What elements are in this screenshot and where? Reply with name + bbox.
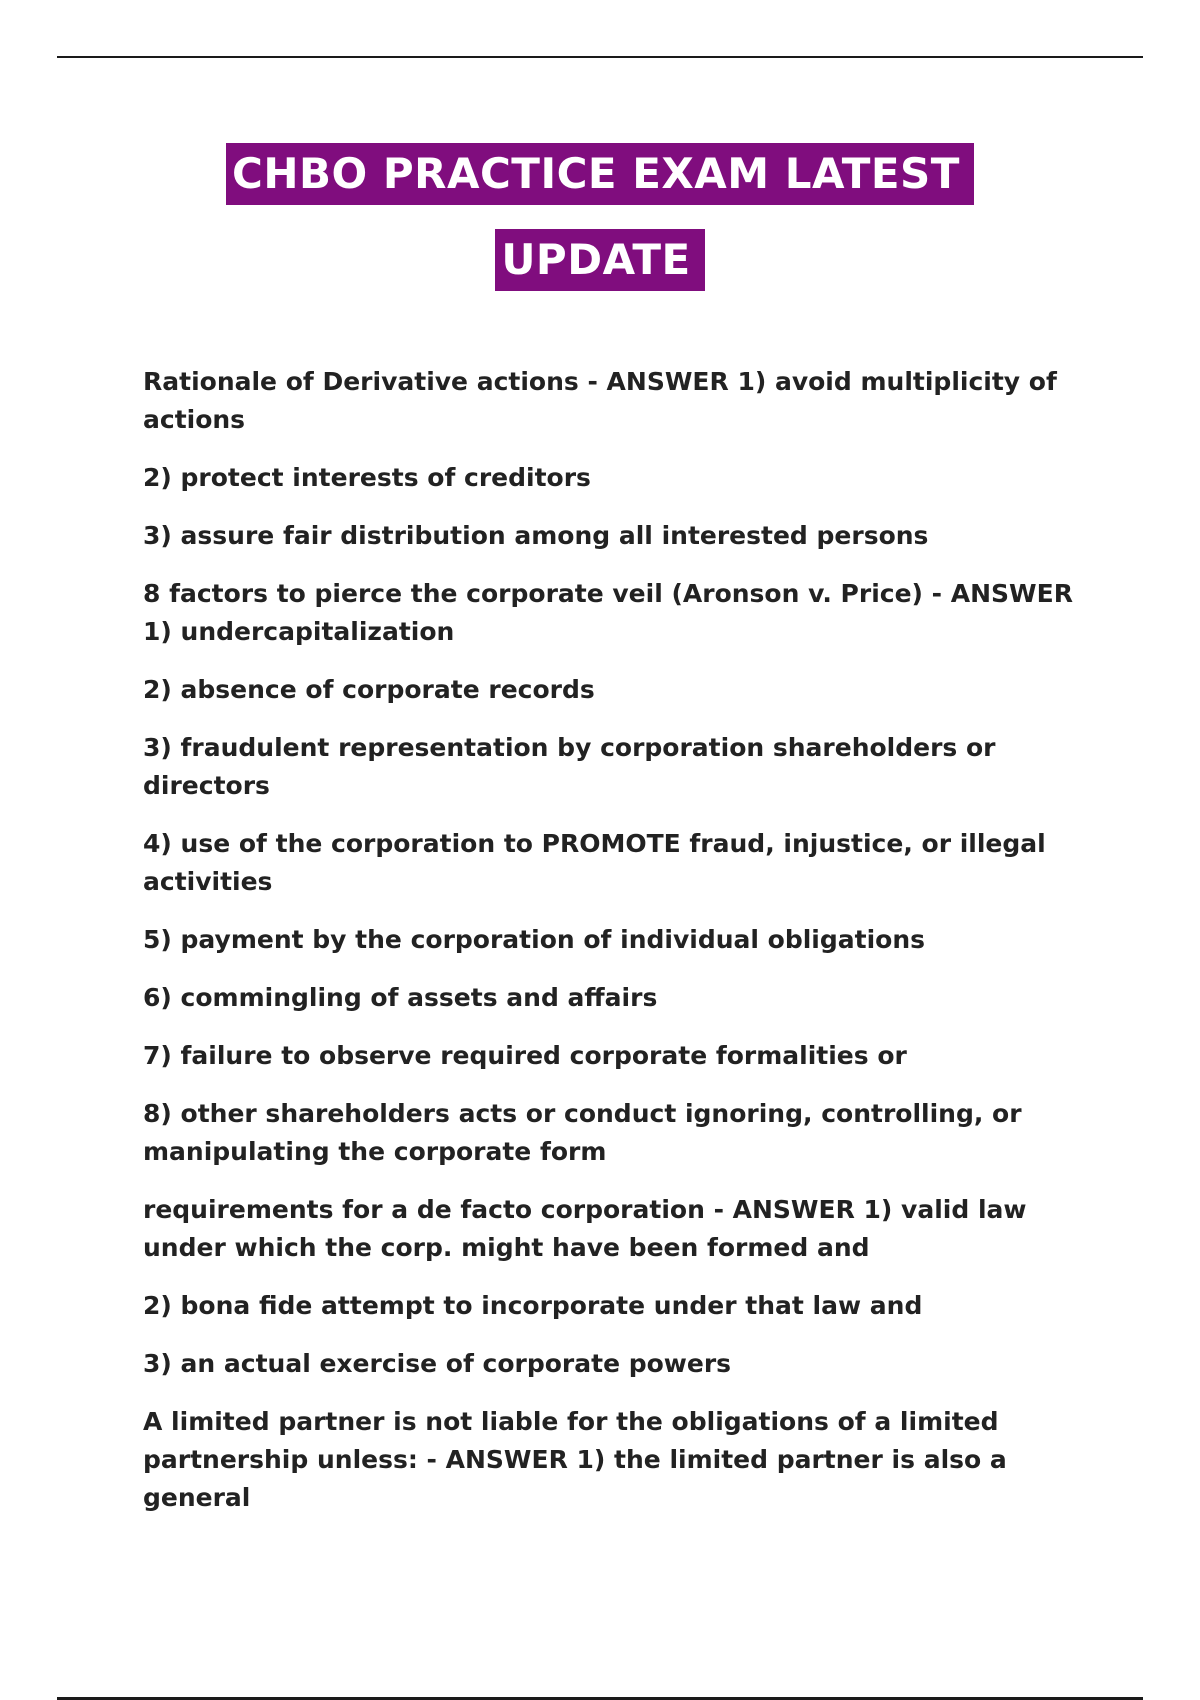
paragraph: 6) commingling of assets and affairs <box>143 983 658 1012</box>
paragraph: 3) fraudulent representation by corporation shareholders or directors <box>143 733 996 800</box>
paragraph: 2) protect interests of creditors <box>143 463 591 492</box>
paragraph: 5) payment by the corporation of individual obligations <box>143 925 926 954</box>
title-line-2: UPDATE <box>495 229 704 291</box>
paragraph: requirements for a de facto corporation - ANSWER 1) valid law under which the corp. might have been formed and <box>143 1195 1027 1262</box>
paragraph: 2) absence of corporate records <box>143 675 595 704</box>
title-line-1: CHBO PRACTICE EXAM LATEST <box>226 143 974 205</box>
paragraph: 8 factors to pierce the corporate veil (Aronson v. Price) - ANSWER 1) undercapitalization <box>143 579 1073 646</box>
paragraph: 2) bona fide attempt to incorporate under that law and <box>143 1291 923 1320</box>
paragraph: 3) assure fair distribution among all interested persons <box>143 521 929 550</box>
top-divider <box>57 56 1143 58</box>
paragraph: 4) use of the corporation to PROMOTE fraud, injustice, or illegal activities <box>143 829 1046 896</box>
paragraph: 8) other shareholders acts or conduct ignoring, controlling, or manipulating the corporate form <box>143 1099 1022 1166</box>
page-title <box>0 143 1200 305</box>
paragraph: A limited partner is not liable for the obligations of a limited partnership unless: - ANSWER 1) the limited partner is also a general <box>143 1407 1007 1512</box>
paragraph: Rationale of Derivative actions - ANSWER 1) avoid multiplicity of actions <box>143 367 1057 434</box>
paragraph: 3) an actual exercise of corporate powers <box>143 1349 732 1378</box>
document-body <box>143 363 1093 1537</box>
paragraph: 7) failure to observe required corporate formalities or <box>143 1041 907 1070</box>
